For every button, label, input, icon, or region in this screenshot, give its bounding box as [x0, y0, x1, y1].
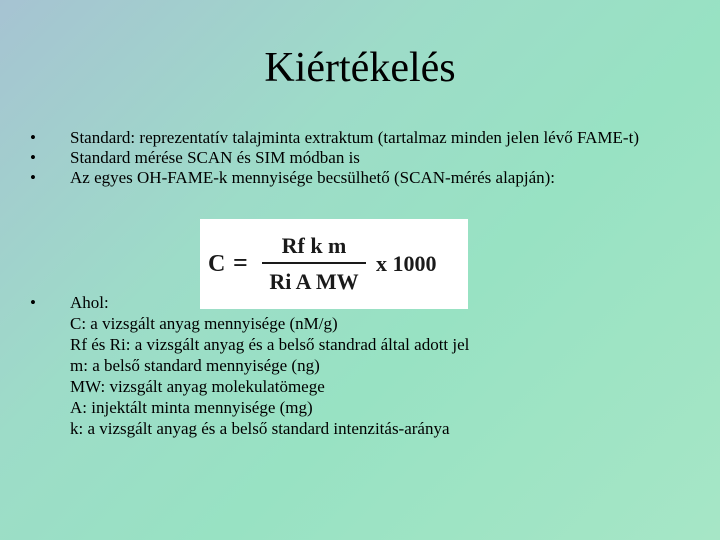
- definitions-heading: Ahol:: [70, 293, 109, 312]
- definition-item: m: a belső standard mennyisége (ng): [70, 356, 320, 375]
- slide-title: Kiértékelés: [264, 45, 456, 91]
- definition-item: MW: vizsgált anyag molekulatömege: [70, 377, 325, 396]
- definition-item: Rf és Ri: a vizsgált anyag és a belső standrad által adott jel: [70, 335, 470, 354]
- bullet-dot: •: [30, 148, 36, 167]
- bullet-text: Az egyes OH-FAME-k mennyisége becsülhető (SCAN-mérés alapján):: [70, 168, 555, 187]
- bullet-dot: •: [30, 293, 36, 312]
- bullet-item: [30, 168, 700, 188]
- definitions-block: [30, 292, 700, 439]
- formula-lhs: C: [208, 251, 226, 277]
- formula-equals: =: [233, 248, 248, 277]
- definition-item: k: a vizsgált anyag és a belső standard intenzitás-aránya: [70, 419, 450, 438]
- bullet-item: [30, 148, 700, 168]
- bullet-item: [30, 128, 700, 148]
- bullet-list: [30, 128, 700, 188]
- definitions-heading-row: [30, 292, 700, 313]
- bullet-text: Standard: reprezentatív talajminta extraktum (tartalmaz minden jelen lévő FAME-t): [70, 128, 639, 147]
- formula-denominator: Ri A MW: [269, 269, 359, 294]
- bullet-text: Standard mérése SCAN és SIM módban is: [70, 148, 360, 167]
- definition-item: C: a vizsgált anyag mennyisége (nM/g): [70, 314, 338, 333]
- bullet-dot: •: [30, 168, 36, 187]
- bullet-dot: •: [30, 128, 36, 147]
- formula-multiplier: x 1000: [376, 251, 437, 276]
- formula-numerator: Rf k m: [281, 233, 347, 258]
- definition-item: A: injektált minta mennyisége (mg): [70, 398, 313, 417]
